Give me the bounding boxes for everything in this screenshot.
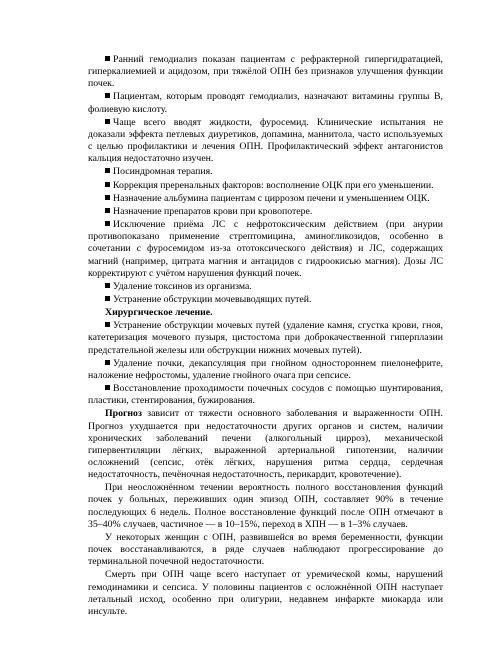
bullet-paragraph: Назначение альбумина пациентам с циррозом печени и уменьшением ОЦК.	[88, 193, 443, 205]
bullet-paragraph: Восстановление проходимости почечных сосудов с помощью шунтирования, пластики, стентирования, бужирования.	[88, 383, 443, 407]
bullet-square-icon	[105, 93, 110, 98]
bullet-paragraph: Пациентам, которым проводят гемодиализ, назначают витамины группы В, фолиевую кислоту.	[88, 91, 443, 115]
bullet-square-icon	[105, 119, 110, 124]
prognosis-lead-word: Прогноз	[105, 408, 142, 420]
text-paragraph: У некоторых женщин с ОПН, развившейся во время беременности, функции почек восстанавливаются, в ряде случаев наблюдают прогрессирование до терминальной почечной недостаточности.	[88, 531, 443, 568]
bullet-square-icon	[105, 360, 110, 365]
bullet-square-icon	[105, 385, 110, 390]
bullet-paragraph: Исключение приёма ЛС с нефротоксическим действием (при анурии противопоказано применение стрептомицина, аминогликозидов, особенно в сочетании с фуросемидом из-за ототоксического действия) и ЛС, содержащих магний (например, цитрата магния и антацидов с гидроокисью магния). Дозы ЛС корректируют с учётом нарушения функций почек.	[88, 219, 443, 279]
bullet-paragraph: Посиндромная терапия.	[88, 166, 443, 178]
bullet-paragraph: Устранение обструкции мочевых путей (удаление камня, сгустка крови, гноя, катетеризация мочевого пузыря, цистостома при доброкачественной гиперплазии предстательной железы или обструкции нижних мочевых путей).	[88, 320, 443, 356]
bullet-paragraph: Коррекция преренальных факторов: восполнение ОЦК при его уменьшении.	[88, 180, 443, 192]
text-paragraph: Смерть при ОПН чаще всего наступает от уремической комы, нарушений гемодинамики и сепсиса. У половины пациентов с осложнённой ОПН наступает летальный исход, особенно при олигурии, недавнем инфаркте миокарда или инсульте.	[88, 569, 443, 617]
bullet-paragraph: Устранение обструкции мочевыводящих путей.	[88, 294, 443, 306]
bullet-paragraph: Ранний гемодиализ показан пациентам с рефрактерной гипергидратацией, гиперкалиемией и ацидозом, при тяжёлой ОПН без признаков улучшения функции почек.	[88, 54, 443, 90]
bullet-square-icon	[105, 322, 110, 327]
bullet-square-icon	[105, 168, 110, 173]
bullet-paragraph: Назначение препаратов крови при кровопотере.	[88, 206, 443, 218]
section-heading: Хирургическое лечение.	[105, 307, 213, 319]
text-paragraph: При неосложнённом течении вероятность полного восстановления функций почек у больных, переживших один эпизод ОПН, составляет 90% в течение последующих 6 недель. Полное восстановление функций после ОПН отмечают в 35–40% случаев, частичное — в 10–15%, переход в ХПН — в 1–3% случаев.	[88, 482, 443, 530]
bullet-square-icon	[105, 195, 110, 200]
bullet-square-icon	[105, 208, 110, 213]
bullet-square-icon	[105, 296, 110, 301]
bullet-paragraph: Удаление токсинов из организма.	[88, 281, 443, 293]
bullet-paragraph: Чаще всего вводят жидкости, фуросемид. Клинические испытания не доказали эффекта петлевых диуретиков, допамина, маннитола, часто используемых с целью профилактики и лечения ОПН. Профилактический эффект антагонистов кальция недостаточно изучен.	[88, 116, 443, 165]
bullet-square-icon	[105, 56, 110, 61]
bullet-square-icon	[105, 283, 110, 288]
bullet-square-icon	[105, 221, 110, 226]
bullet-paragraph: Удаление почки, декапсуляция при гнойном одностороннем пиелонефрите, наложение нефростомы, удаление гнойного очага при сепсисе.	[88, 357, 443, 381]
prognosis-paragraph: Прогноз зависит от тяжести основного заболевания и выраженности ОПН. Прогноз ухудшается при недостаточности других органов и систем, наличии хронических заболеваний печени (алкогольный цирроз), механической гипервентиляции лёгких, выраженной артериальной гипотензии, наличии осложнений (сепсис, отёк лёгких, нарушения ритма сердца, сердечная недостаточность, печёночная недостаточность, перикардит, кровотечение).	[88, 408, 443, 481]
bullet-square-icon	[105, 182, 110, 187]
